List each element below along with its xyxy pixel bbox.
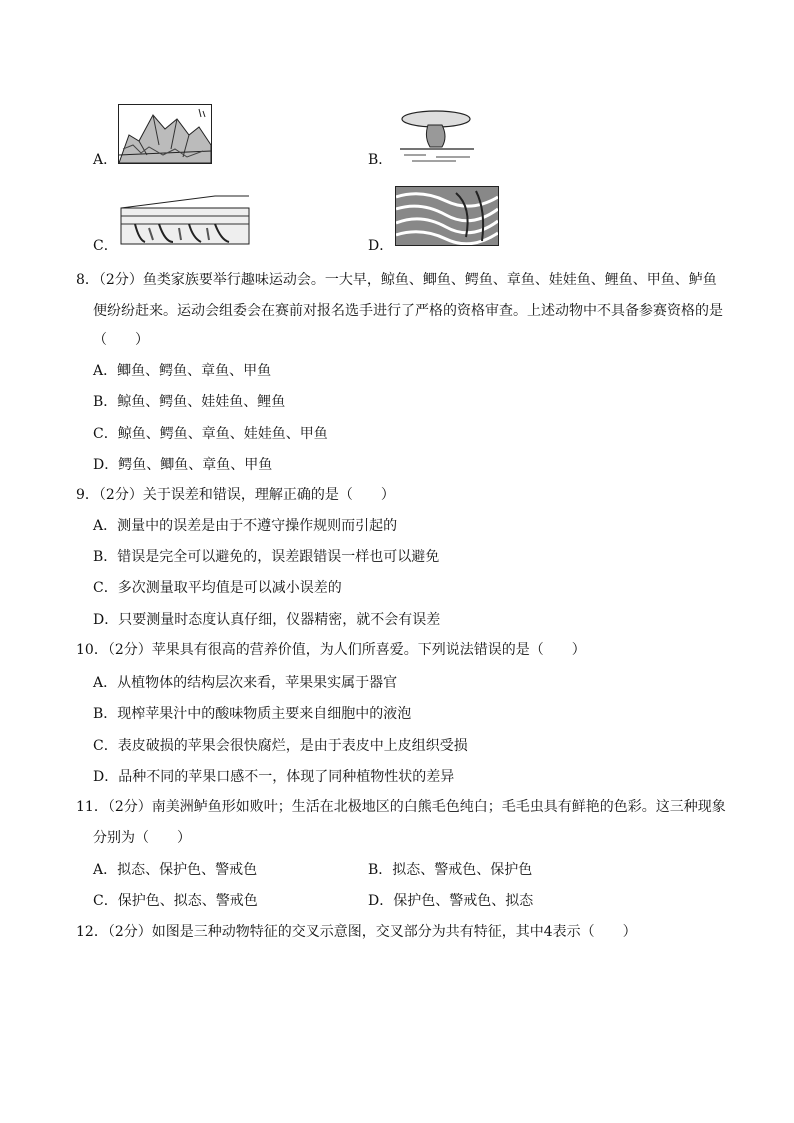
q8-stem-line2: 便纷纷赶来。运动会组委会在赛前对报名选手进行了严格的资格审查。上述动物中不具备参赛资格的是	[93, 303, 723, 319]
q7-option-a-label[interactable]: A．	[93, 152, 118, 168]
q8-option-b[interactable]: B．鲸鱼、鳄鱼、娃娃鱼、鲤鱼	[93, 394, 286, 410]
q8-option-a[interactable]: A．鲫鱼、鳄鱼、章鱼、甲鱼	[93, 363, 272, 379]
q11-option-b[interactable]: B．拟态、警戒色、保护色	[368, 862, 533, 878]
q10-stem: 10．（2分）苹果具有很高的营养价值，为人们所喜爱。下列说法错误的是（ ）	[76, 642, 586, 658]
q12-stem: 12．（2分）如图是三种动物特征的交叉示意图，交叉部分为共有特征，其中4表示（ ）	[76, 924, 637, 940]
q7-option-b-label[interactable]: B．	[368, 152, 393, 168]
q10-option-c[interactable]: C．表皮破损的苹果会很快腐烂，是由于表皮中上皮组织受损	[93, 738, 468, 754]
q7-option-c-image	[118, 193, 252, 247]
q9-option-b[interactable]: B．错误是完全可以避免的，误差跟错误一样也可以避免	[93, 549, 440, 565]
q11-option-d[interactable]: D．保护色、警戒色、拟态	[368, 893, 534, 909]
q11-stem-line2: 分别为（ ）	[93, 830, 191, 846]
q9-stem: 9．（2分）关于误差和错误，理解正确的是（ ）	[76, 487, 395, 503]
q7-option-b-image	[395, 106, 479, 164]
q9-option-c[interactable]: C．多次测量取平均值是可以减小误差的	[93, 580, 342, 596]
q8-option-d[interactable]: D．鳄鱼、鲫鱼、章鱼、甲鱼	[93, 457, 273, 473]
q8-stem-line1: 8．（2分）鱼类家族要举行趣味运动会。一大早，鲸鱼、鲫鱼、鳄鱼、章鱼、娃娃鱼、鲤鱼、甲鱼、鲈鱼	[76, 272, 717, 288]
q8-stem-line3: （ ）	[93, 332, 149, 348]
q9-option-d[interactable]: D．只要测量时态度认真仔细，仪器精密，就不会有误差	[93, 612, 441, 628]
q10-option-a[interactable]: A．从植物体的结构层次来看，苹果果实属于器官	[93, 675, 398, 691]
q8-option-c[interactable]: C．鲸鱼、鳄鱼、章鱼、娃娃鱼、甲鱼	[93, 426, 328, 442]
q9-option-a[interactable]: A．测量中的误差是由于不遵守操作规则而引起的	[93, 518, 398, 534]
q10-option-b[interactable]: B．现榨苹果汁中的酸味物质主要来自细胞中的液泡	[93, 706, 412, 722]
q7-option-c-label[interactable]: C．	[93, 238, 118, 254]
q7-option-a-image	[118, 104, 212, 164]
q11-option-a[interactable]: A．拟态、保护色、警戒色	[93, 862, 258, 878]
q7-option-d-label[interactable]: D．	[368, 238, 394, 254]
q10-option-d[interactable]: D．品种不同的苹果口感不一，体现了同种植物性状的差异	[93, 769, 455, 785]
q11-option-c[interactable]: C．保护色、拟态、警戒色	[93, 893, 258, 909]
q7-option-d-image	[395, 186, 499, 246]
q11-stem-line1: 11．（2分）南美洲鲈鱼形如败叶；生活在北极地区的白熊毛色纯白；毛毛虫具有鲜艳的色彩。这三种现象	[76, 799, 726, 815]
